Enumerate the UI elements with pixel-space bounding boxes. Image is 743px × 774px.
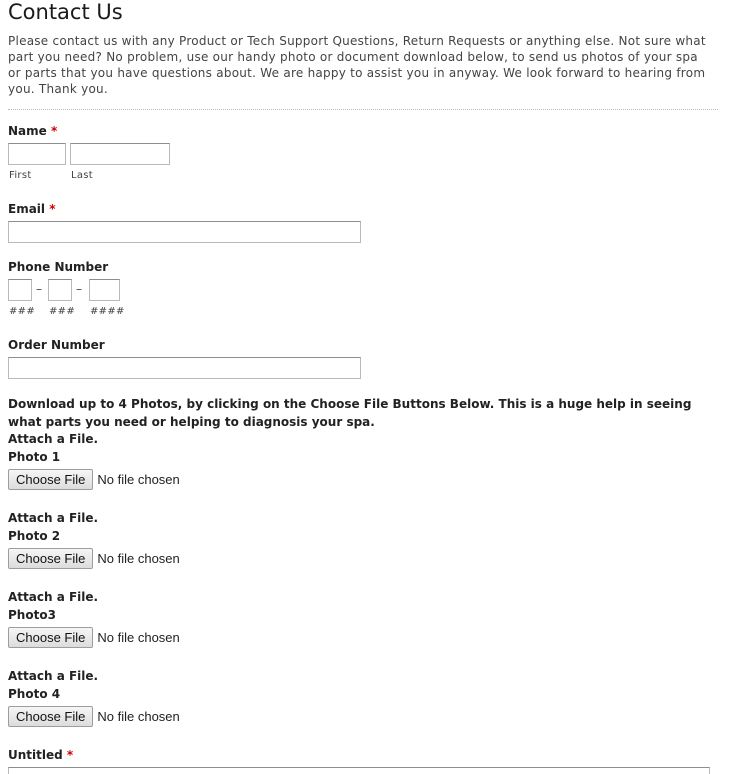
photo-1-label: Photo 1: [8, 450, 61, 464]
phone-separator: –: [76, 282, 82, 296]
intro-text: Please contact us with any Product or Tech Support Questions, Return Requests or anything else. Not sure what part you need? No problem, use our handy photo or document download below, to send us photos of your spa or parts that you have questions about. We are happy to assist you in anyway. We look forward to hearing from you. Thank you.: [8, 34, 706, 96]
last-name-input[interactable]: [70, 143, 170, 165]
phone-area-input[interactable]: [8, 279, 32, 301]
email-label: [8, 201, 56, 217]
attach-file-label: Attach a File.: [8, 511, 99, 525]
phone-area-sublabel: ###: [9, 306, 36, 317]
untitled-required-mark: *: [66, 748, 74, 762]
untitled-label-text: Untitled: [8, 748, 63, 762]
name-label: [8, 123, 57, 139]
first-name-sublabel: First: [9, 170, 32, 181]
email-required-mark: *: [49, 202, 56, 216]
order-number-input[interactable]: [8, 357, 361, 379]
name-label-text: Name: [8, 124, 47, 138]
phone-separator: –: [36, 282, 42, 296]
photo-4-file-row: [8, 706, 180, 727]
contact-form-page: [8, 0, 720, 97]
photo-3-file-status: No file chosen: [97, 630, 180, 645]
photo-3-file-row: [8, 627, 180, 648]
phone-prefix-input[interactable]: [48, 279, 72, 301]
phone-line-input[interactable]: [89, 279, 120, 301]
photo-4-label: Photo 4: [8, 687, 61, 701]
phone-line-sublabel: ####: [90, 306, 125, 317]
photo-1-file-row: [8, 469, 180, 490]
photos-instructions: Download up to 4 Photos, by clicking on the Choose File Buttons Below. This is a huge help in seeing what parts you need or helping to diagnosis your spa.: [8, 397, 692, 429]
photo-3-block: [8, 588, 180, 648]
photo-4-file-status: No file chosen: [97, 709, 180, 724]
untitled-label: [8, 747, 73, 763]
untitled-textarea[interactable]: [8, 767, 710, 774]
attach-file-label: Attach a File.: [8, 669, 99, 683]
photo-2-block: [8, 509, 180, 569]
photo-1-choose-file-button[interactable]: Choose File: [8, 469, 93, 490]
photo-4-block: [8, 667, 180, 727]
photo-4-choose-file-button[interactable]: Choose File: [8, 706, 93, 727]
photo-2-file-row: [8, 548, 180, 569]
photo-1-block: [8, 430, 180, 490]
phone-label: Phone Number: [8, 260, 109, 274]
photo-3-choose-file-button[interactable]: Choose File: [8, 627, 93, 648]
page-title: Contact Us: [8, 0, 123, 24]
email-input[interactable]: [8, 221, 361, 243]
photo-2-choose-file-button[interactable]: Choose File: [8, 548, 93, 569]
photo-1-file-status: No file chosen: [97, 472, 180, 487]
email-label-text: Email: [8, 202, 46, 216]
photo-2-label: Photo 2: [8, 529, 61, 543]
last-name-sublabel: Last: [71, 170, 94, 181]
attach-file-label: Attach a File.: [8, 432, 99, 446]
photo-3-label: Photo3: [8, 608, 56, 622]
first-name-input[interactable]: [8, 143, 66, 165]
section-divider: [8, 109, 718, 110]
attach-file-label: Attach a File.: [8, 590, 99, 604]
order-number-label: Order Number: [8, 338, 105, 352]
phone-prefix-sublabel: ###: [49, 306, 76, 317]
photo-2-file-status: No file chosen: [97, 551, 180, 566]
name-required-mark: *: [50, 124, 58, 138]
